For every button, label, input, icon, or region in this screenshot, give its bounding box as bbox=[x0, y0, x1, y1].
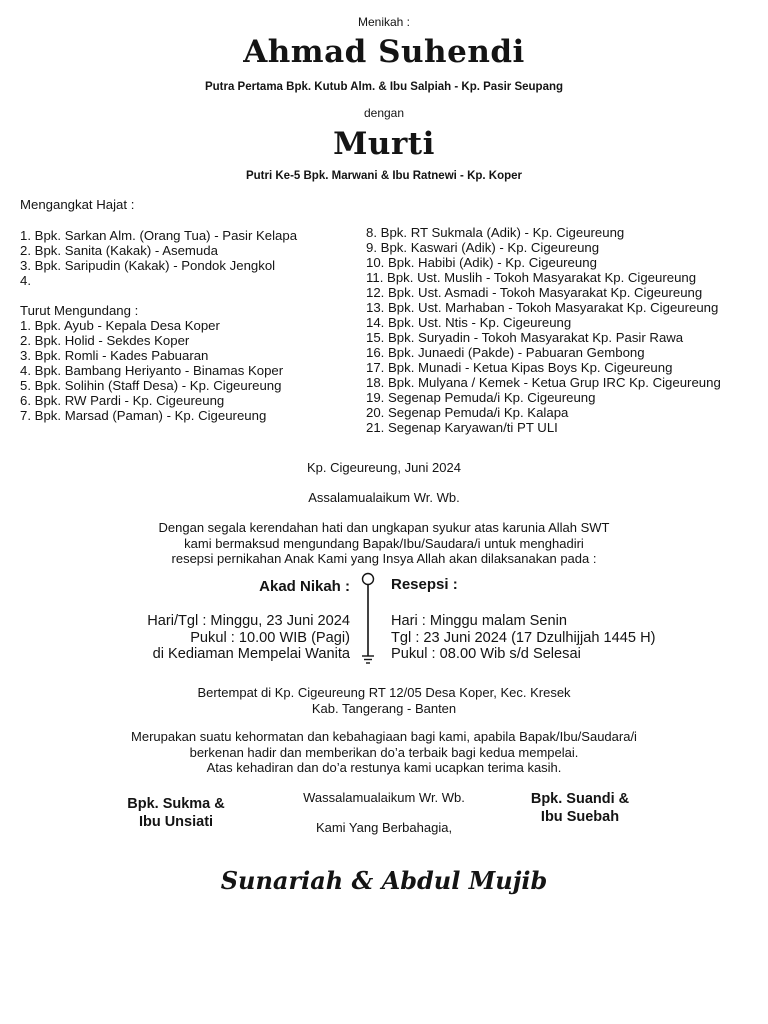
intro-label: Menikah : bbox=[357, 15, 411, 29]
bride-parents: Putri Ke-5 Bpk. Marwani & Ibu Ratnewi - Kp. Koper bbox=[245, 170, 523, 182]
hajat-list bbox=[20, 228, 297, 288]
list-item: 11. Bpk. Ust. Muslih - Tokoh Masyarakat Kp. Cigeureung bbox=[366, 270, 697, 285]
list-item: 5. Bpk. Solihin (Staff Desa) - Kp. Cigeureung bbox=[20, 378, 282, 393]
farewell: Wassalamualaikum Wr. Wb. bbox=[303, 790, 465, 805]
akad-title: Akad Nikah : bbox=[259, 578, 350, 595]
list-item: 1. Bpk. Sarkan Alm. (Orang Tua) - Pasir Kelapa bbox=[20, 228, 298, 243]
list-item: 2. Bpk. Holid - Sekdes Koper bbox=[20, 333, 190, 348]
parents-left: Bpk. Sukma & Ibu Unsiati bbox=[127, 796, 225, 830]
list-item: 16. Bpk. Junaedi (Pakde) - Pabuaran Gembong bbox=[366, 345, 645, 360]
connector-text: dengan bbox=[363, 106, 405, 120]
greeting: Assalamualaikum Wr. Wb. bbox=[308, 490, 460, 505]
closing-text: Merupakan suatu kehormatan dan kebahagiaan bagi kami, apabila Bapak/Ibu/Saudara/i berkenan hadir dan memberikan do’a terbaik bagi kedua mempelai. Atas kehadiran dan do’a restunya kami ucapkan terima kasih. bbox=[131, 729, 637, 775]
list-item: 1. Bpk. Ayub - Kepala Desa Koper bbox=[20, 318, 220, 333]
list-item: 2. Bpk. Sanita (Kakak) - Asemuda bbox=[20, 243, 218, 258]
hajat-title: Mengangkat Hajat : bbox=[20, 197, 135, 212]
akad-details: Hari/Tgl : Minggu, 23 Juni 2024 Pukul : 10.00 WIB (Pagi) di Kediaman Mempelai Wanita bbox=[147, 613, 350, 662]
invitation-intro: Dengan segala kerendahan hati dan ungkapan syukur atas karunia Allah SWT kami bermaksud mengundang Bapak/Ibu/Saudara/i untuk menghadiri resepsi pernikahan Anak Kami yang Insya Allah akan dilaksanakan pada : bbox=[158, 520, 610, 566]
groom-name: Ahmad Suhendi bbox=[243, 34, 525, 70]
turut-list-left bbox=[20, 318, 283, 423]
list-item: 12. Bpk. Ust. Asmadi - Tokoh Masyarakat Kp. Cigeureung bbox=[366, 285, 703, 300]
list-item: 20. Segenap Pemuda/i Kp. Kalapa bbox=[366, 405, 569, 420]
list-item: 7. Bpk. Marsad (Paman) - Kp. Cigeureung bbox=[20, 408, 267, 423]
timeline-divider bbox=[360, 572, 376, 668]
venue: Bertempat di Kp. Cigeureung RT 12/05 Desa Koper, Kec. Kresek Kab. Tangerang - Banten bbox=[197, 685, 571, 716]
place-date: Kp. Cigeureung, Juni 2024 bbox=[307, 460, 461, 475]
list-item: 15. Bpk. Suryadin - Tokoh Masyarakat Kp. Pasir Rawa bbox=[366, 330, 684, 345]
list-item: 14. Bpk. Ust. Ntis - Kp. Cigeureung bbox=[366, 315, 572, 330]
groom-parents: Putra Pertama Bpk. Kutub Alm. & Ibu Salpiah - Kp. Pasir Seupang bbox=[204, 81, 564, 93]
list-item: 4. bbox=[20, 273, 31, 288]
turut-title: Turut Mengundang : bbox=[20, 303, 139, 318]
list-item: 6. Bpk. RW Pardi - Kp. Cigeureung bbox=[20, 393, 225, 408]
list-item: 18. Bpk. Mulyana / Kemek - Ketua Grup IRC Kp. Cigeureung bbox=[366, 375, 721, 390]
parents-right: Bpk. Suandi & Ibu Suebah bbox=[530, 791, 630, 825]
signoff: Kami Yang Berbahagia, bbox=[315, 820, 453, 835]
list-item: 3. Bpk. Saripudin (Kakak) - Pondok Jengkol bbox=[20, 258, 276, 273]
signature: Sunariah & Abdul Mujib bbox=[220, 866, 548, 895]
list-item: 9. Bpk. Kaswari (Adik) - Kp. Cigeureung bbox=[366, 240, 600, 255]
list-item: 8. Bpk. RT Sukmala (Adik) - Kp. Cigeureung bbox=[366, 225, 625, 240]
list-item: 10. Bpk. Habibi (Adik) - Kp. Cigeureung bbox=[366, 255, 597, 270]
list-item: 4. Bpk. Bambang Heriyanto - Binamas Koper bbox=[20, 363, 284, 378]
turut-list-right bbox=[366, 225, 721, 435]
list-item: 19. Segenap Pemuda/i Kp. Cigeureung bbox=[366, 390, 596, 405]
list-item: 13. Bpk. Ust. Marhaban - Tokoh Masyarakat Kp. Cigeureung bbox=[366, 300, 719, 315]
bride-name: Murti bbox=[333, 126, 435, 162]
resepsi-details: Hari : Minggu malam Senin Tgl : 23 Juni 2024 (17 Dzulhijjah 1445 H) Pukul : 08.00 Wib s/d Selesai bbox=[391, 613, 656, 662]
list-item: 21. Segenap Karyawan/ti PT ULI bbox=[366, 420, 558, 435]
resepsi-title: Resepsi : bbox=[391, 576, 458, 593]
list-item: 17. Bpk. Munadi - Ketua Kipas Boys Kp. Cigeureung bbox=[366, 360, 673, 375]
list-item: 3. Bpk. Romli - Kades Pabuaran bbox=[20, 348, 209, 363]
